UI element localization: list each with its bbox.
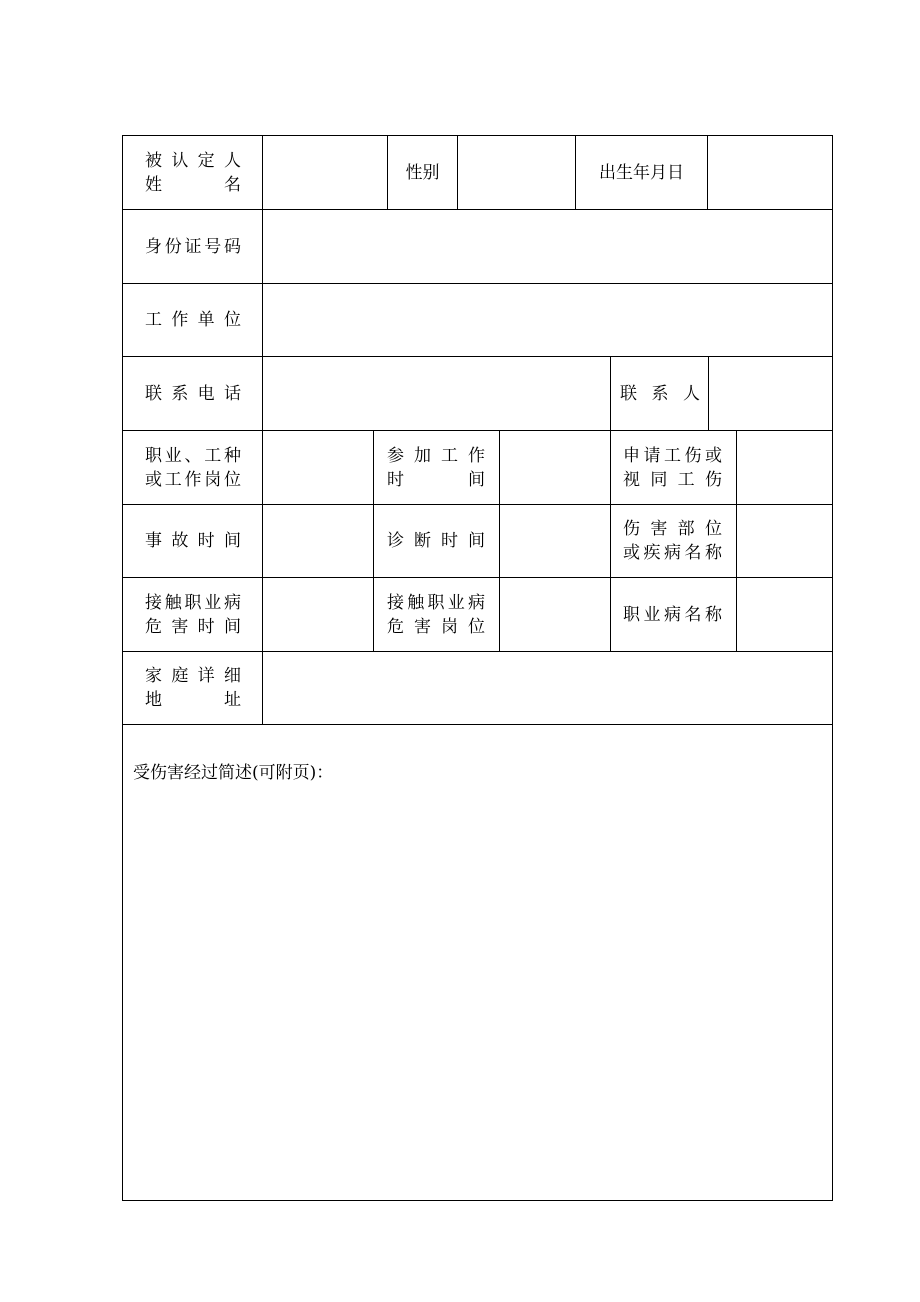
occupation-label bbox=[123, 431, 262, 504]
injury-narrative-label: 受伤害经过简述(可附页)： bbox=[133, 763, 334, 783]
birth-date-label: 出生年月日 bbox=[599, 162, 684, 183]
address-label-line1: 家 庭 详 细 bbox=[145, 666, 241, 686]
id-number-field[interactable] bbox=[263, 210, 832, 283]
join-work-time-field[interactable] bbox=[500, 431, 610, 504]
occupation-label-line2: 或工作岗位 bbox=[145, 469, 241, 490]
work-unit-label-text: 工 作 单 位 bbox=[145, 310, 241, 330]
work-unit-field[interactable] bbox=[263, 284, 832, 356]
join-work-time-label bbox=[374, 431, 499, 504]
exposure-time-label-line2: 危 害 时 间 bbox=[145, 616, 241, 637]
home-address-field[interactable] bbox=[263, 652, 832, 724]
exposure-time-field[interactable] bbox=[263, 578, 373, 651]
disease-name-field[interactable] bbox=[737, 578, 832, 651]
contact-person-field[interactable] bbox=[709, 357, 832, 430]
exposure-time-label bbox=[123, 578, 262, 651]
exposure-post-label bbox=[374, 578, 499, 651]
injury-part-label-line2: 或疾病名称 bbox=[623, 543, 722, 563]
contact-person-label bbox=[611, 357, 708, 430]
phone-field[interactable] bbox=[263, 357, 610, 430]
join-work-label-line1: 参 加 工 作 bbox=[387, 445, 485, 466]
work-unit-label bbox=[123, 284, 262, 356]
name-label bbox=[123, 136, 262, 209]
phone-label-text: 联 系 电 话 bbox=[145, 383, 241, 404]
injury-part-label bbox=[611, 505, 736, 577]
injury-recognition-form bbox=[122, 135, 833, 1201]
apply-injury-label bbox=[611, 431, 736, 504]
apply-label-line2: 视 同 工 伤 bbox=[623, 469, 722, 490]
apply-label-line1: 申请工伤或 bbox=[623, 445, 722, 466]
exposure-post-field[interactable] bbox=[500, 578, 610, 651]
birth-date-field[interactable] bbox=[708, 136, 832, 209]
join-work-label-line2: 时 间 bbox=[387, 469, 485, 490]
exposure-post-label-line1: 接触职业病 bbox=[387, 592, 485, 613]
name-field[interactable] bbox=[263, 136, 387, 209]
apply-injury-field[interactable] bbox=[737, 431, 832, 504]
diagnosis-time-label bbox=[374, 505, 499, 577]
address-label-line2: 地 址 bbox=[145, 690, 241, 710]
gender-field[interactable] bbox=[458, 136, 575, 209]
row-divider bbox=[123, 724, 832, 725]
disease-name-label-text: 职业病名称 bbox=[623, 604, 722, 625]
gender-label: 性别 bbox=[405, 162, 440, 183]
occupation-label-line1: 职业、工种 bbox=[145, 445, 241, 466]
id-number-label bbox=[123, 210, 262, 283]
injury-part-field[interactable] bbox=[737, 505, 832, 577]
injury-part-label-line1: 伤 害 部 位 bbox=[623, 519, 722, 539]
accident-time-label bbox=[123, 505, 262, 577]
diagnosis-time-label-text: 诊 断 时 间 bbox=[387, 531, 485, 551]
occupation-field[interactable] bbox=[263, 431, 373, 504]
name-label-line2: 姓 名 bbox=[145, 174, 241, 195]
exposure-post-label-line2: 危 害 岗 位 bbox=[387, 616, 485, 637]
diagnosis-time-field[interactable] bbox=[500, 505, 610, 577]
accident-time-field[interactable] bbox=[263, 505, 373, 577]
phone-label bbox=[123, 357, 262, 430]
injury-narrative-field[interactable] bbox=[123, 786, 832, 1200]
home-address-label bbox=[123, 652, 262, 724]
exposure-time-label-line1: 接触职业病 bbox=[145, 592, 241, 613]
disease-name-label bbox=[611, 578, 736, 651]
name-label-line1: 被 认 定 人 bbox=[145, 150, 241, 171]
id-number-label-text: 身份证号码 bbox=[145, 236, 241, 257]
accident-time-label-text: 事 故 时 间 bbox=[145, 531, 241, 551]
contact-person-label-text: 联 系 人 bbox=[620, 383, 700, 404]
